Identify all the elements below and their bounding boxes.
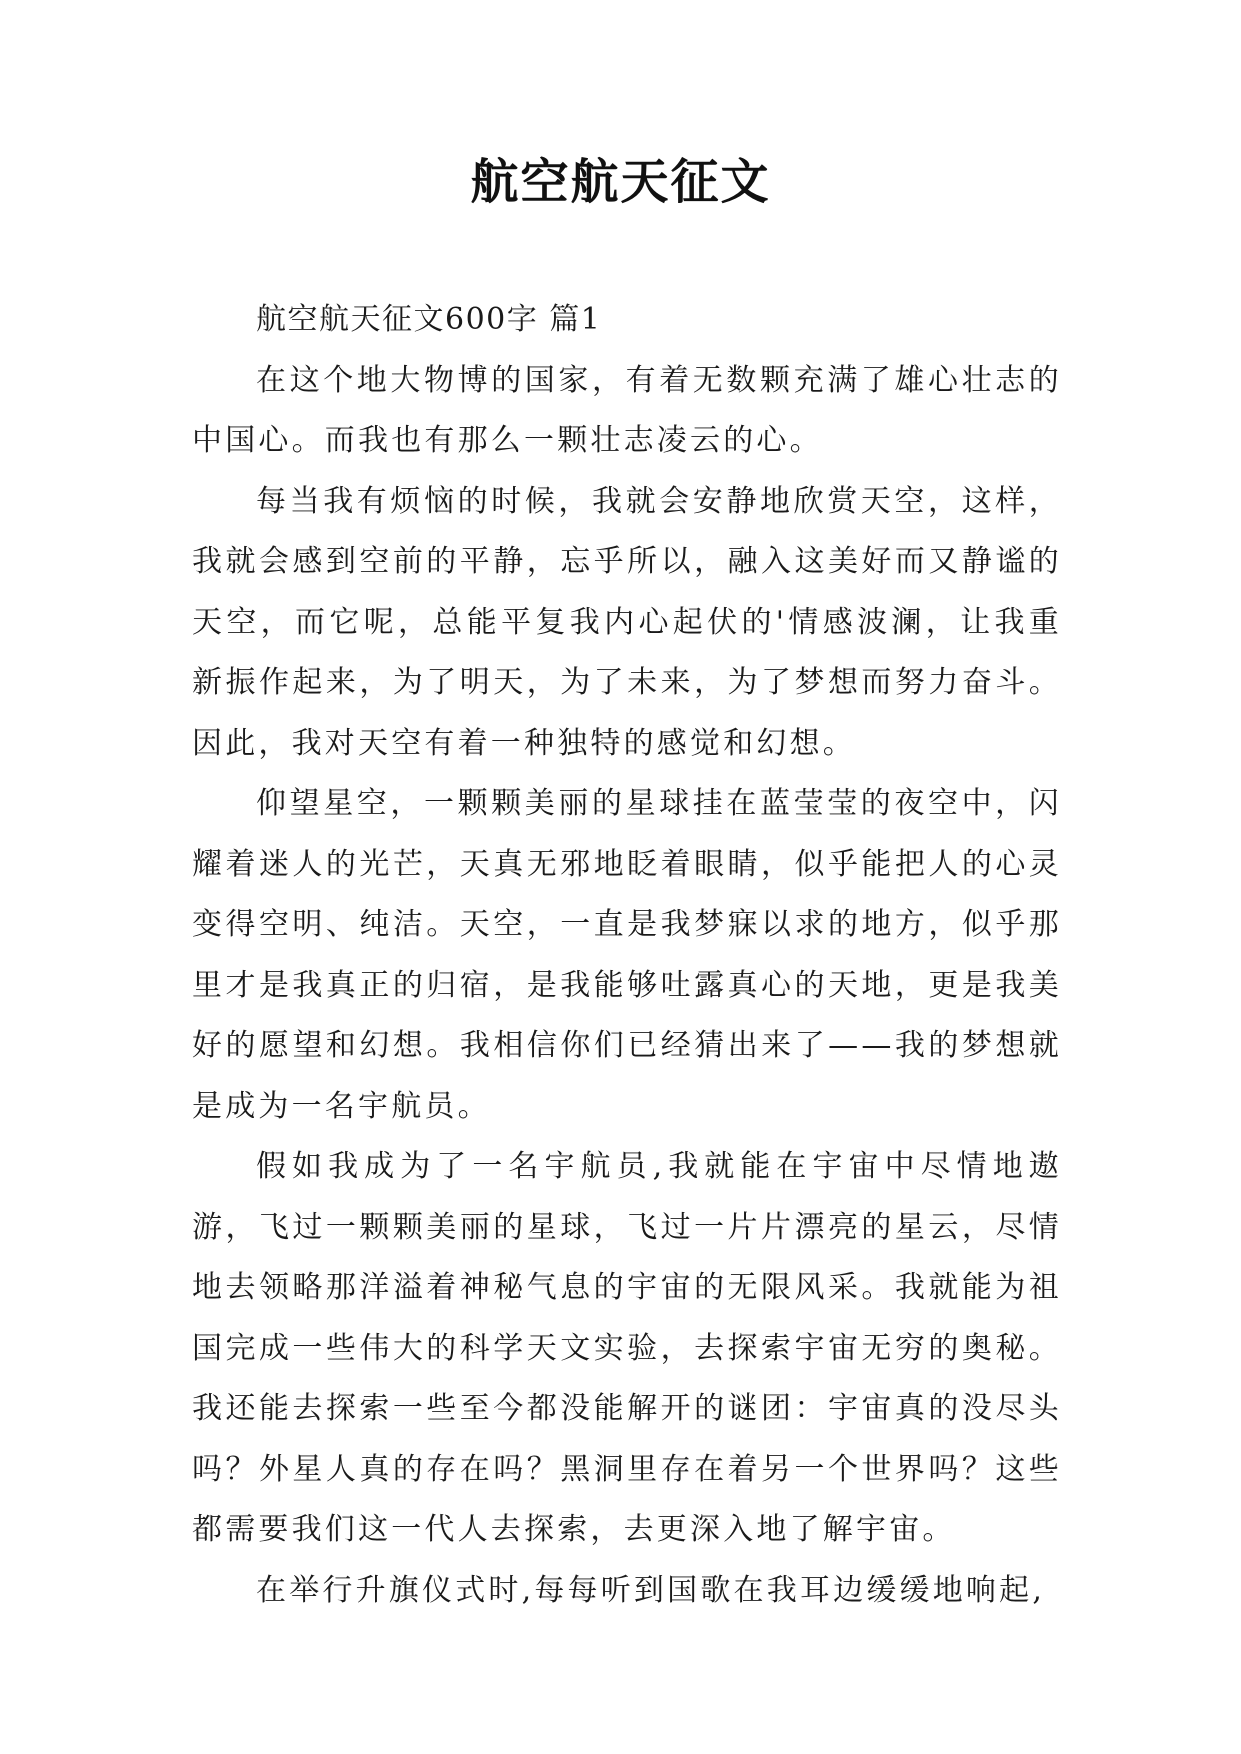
document-title: 航空航天征文 bbox=[470, 154, 771, 210]
section-heading: 航空航天征文600字 篇1 bbox=[256, 302, 602, 337]
document-body bbox=[192, 290, 1062, 1621]
paragraph: 在这个地大物博的国家，有着无数颗充满了雄心壮志的中国心。而我也有那么一颗壮志凌云的心。 bbox=[192, 362, 1062, 458]
paragraph: 每当我有烦恼的时候，我就会安静地欣赏天空，这样，我就会感到空前的平静，忘乎所以，融入这美好而又静谧的天空，而它呢，总能平复我内心起伏的'情感波澜，让我重新振作起来，为了明天，为了未来，为了梦想而努力奋斗。因此，我对天空有着一种独特的感觉和幻想。 bbox=[192, 483, 1062, 761]
paragraph: 在举行升旗仪式时,每每听到国歌在我耳边缓缓地响起, bbox=[256, 1572, 1046, 1608]
paragraph: 仰望星空，一颗颗美丽的星球挂在蓝莹莹的夜空中，闪耀着迷人的光芒，天真无邪地眨着眼睛，似乎能把人的心灵变得空明、纯洁。天空，一直是我梦寐以求的地方，似乎那里才是我真正的归宿，是我能够吐露真心的天地，更是我美好的愿望和幻想。我相信你们已经猜出来了——我的梦想就是成为一名宇航员。 bbox=[192, 786, 1062, 1124]
paragraph: 假如我成为了一名宇航员,我就能在宇宙中尽情地遨游，飞过一颗颗美丽的星球，飞过一片片漂亮的星云，尽情地去领略那洋溢着神秘气息的宇宙的无限风采。我就能为祖国完成一些伟大的科学天文实验，去探索宇宙无穷的奥秘。我还能去探索一些至今都没能解开的谜团：宇宙真的没尽头吗？外星人真的存在吗？黑洞里存在着另一个世界吗？这些都需要我们这一代人去探索，去更深入地了解宇宙。 bbox=[192, 1149, 1062, 1547]
